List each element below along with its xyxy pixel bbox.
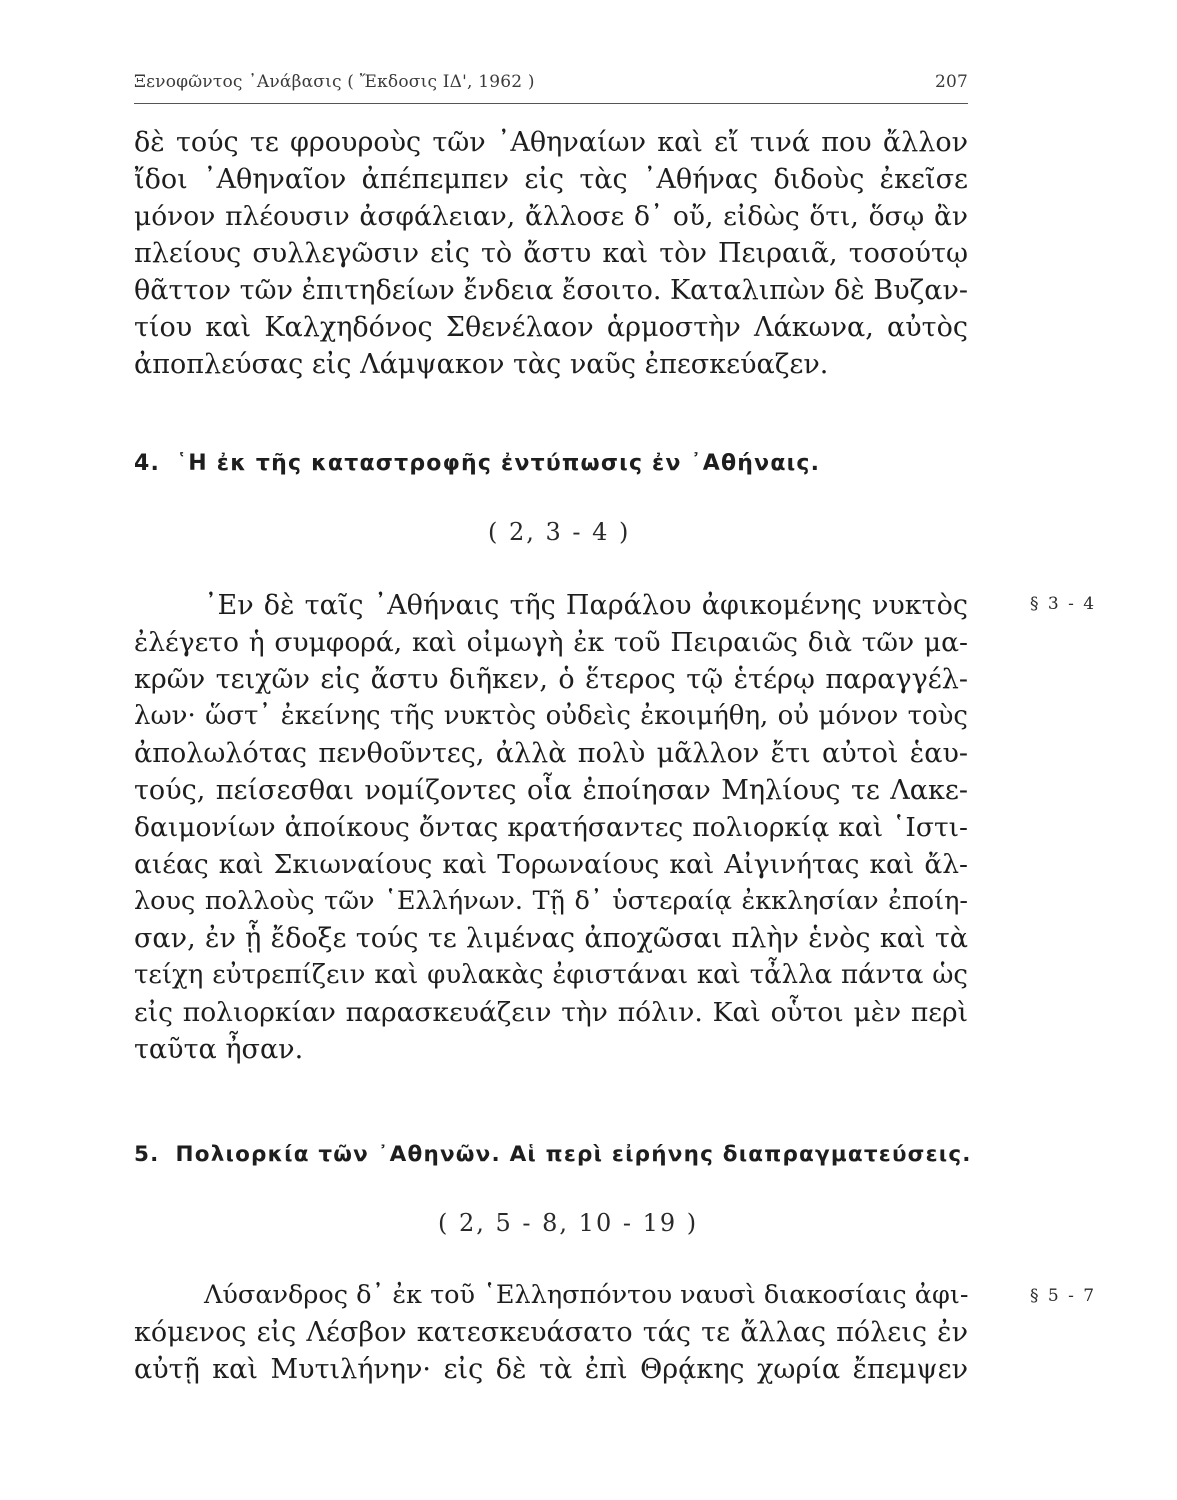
section-4-heading [134,451,974,476]
section-5-margin-note: § 5 - 7 [1030,1286,1097,1306]
page-number: 207 [934,72,968,92]
text-line: δὲ τούς τε φρουροὺς τῶν ᾽Αθηναίων καὶ εἴ τινά που ἄλλον [134,127,968,158]
paragraph-1 [134,124,968,383]
text-line: Λύσανδρος δ᾽ ἐκ τοῦ ῾Ελλησπόντου ναυσὶ διακοσίαις ἀφι- [204,1280,969,1310]
text-line: ἐλέγετο ἡ συμφορά, καὶ οἰμωγὴ ἐκ τοῦ Πειραιῶς διὰ τῶν μα- [134,627,968,658]
section-4-reference: ( 2, 3 - 4 ) [488,518,631,546]
text-line: μόνον πλέουσιν ἀσφάλειαν, ἄλλοσε δ᾽ οὔ, εἰδὼς ὅτι, ὅσῳ ἂν [134,201,968,232]
section-4-paragraph [134,587,968,1068]
section-5-reference: ( 2, 5 - 8, 10 - 19 ) [438,1209,699,1237]
section-5-number: 5. [134,1142,160,1167]
section-4-number: 4. [134,451,161,476]
text-line: τίου καὶ Καλχηδόνος Σθενέλαον ἁρμοστὴν Λάκωνα, αὐτὸς [134,312,968,343]
section-5-heading [134,1142,974,1167]
text-line: αὐτῇ καὶ Μυτιλήνην· εἰς δὲ τὰ ἐπὶ Θρᾴκης χωρία ἔπεμψεν [134,1354,968,1385]
text-line: θᾶττον τῶν ἐπιτηδείων ἔνδεια ἔσοιτο. Καταλιπὼν δὲ Βυζαν- [134,275,969,306]
text-line: λους πολλοὺς τῶν ῾Ελλήνων. Τῇ δ᾽ ὑστεραίᾳ ἐκκλησίαν ἐποίη- [134,886,968,916]
text-line: τείχη εὐτρεπίζειν καὶ φυλακὰς ἐφιστάναι καὶ τἆλλα πάντα ὡς [134,960,968,990]
section-5-title: Πολιορκία τῶν ᾽Αθηνῶν. Αἱ περὶ εἰρήνης διαπραγματεύσεις. [175,1142,972,1167]
text-line: ἴδοι ᾽Αθηναῖον ἀπέπεμπεν εἰς τὰς ᾽Αθήνας διδοὺς ἐκεῖσε [134,164,968,195]
text-line: δαιμονίων ἀποίκους ὄντας κρατήσαντες πολιορκίᾳ καὶ ῾Ιστι- [134,812,968,843]
text-line: κρῶν τειχῶν εἰς ἄστυ διῆκεν, ὁ ἕτερος τῷ ἑτέρῳ παραγγέλ- [134,664,968,695]
section-4-margin-note: § 3 - 4 [1030,594,1097,614]
text-line: τούς, πείσεσθαι νομίζοντες οἷα ἐποίησαν Μηλίους τε Λακε- [134,775,968,806]
text-line: σαν, ἐν ᾗ ἔδοξε τούς τε λιμένας ἀποχῶσαι πλὴν ἑνὸς καὶ τὰ [134,923,968,954]
running-head [134,72,968,100]
section-4-title: ῾Η ἐκ τῆς καταστροφῆς ἐντύπωσις ἐν ᾽Αθήναις. [176,451,821,476]
text-line: ἀποπλεύσας εἰς Λάμψακον τὰς ναῦς ἐπεσκεύαζεν. [134,349,829,380]
text-line: πλείους συλλεγῶσιν εἰς τὸ ἄστυ καὶ τὸν Πειραιᾶ, τοσούτῳ [134,238,968,269]
text-line: αιέας καὶ Σκιωναίους καὶ Τορωναίους καὶ Αἰγινήτας καὶ ἄλ- [134,849,968,880]
text-line: ταῦτα ἦσαν. [134,1034,304,1065]
header-rule [134,103,968,104]
running-title: Ξενοφῶντος ᾽Ανάβασις ( Ἔκδοσις ΙΔ', 1962 ) [134,72,535,92]
text-line: εἰς πολιορκίαν παρασκευάζειν τὴν πόλιν. Καὶ οὗτοι μὲν περὶ [134,997,968,1028]
text-line: λων· ὥστ᾽ ἐκείνης τῆς νυκτὸς οὐδεὶς ἐκοιμήθη, οὐ μόνον τοὺς [134,701,968,731]
text-line: ἀπολωλότας πενθοῦντες, ἀλλὰ πολὺ μᾶλλον ἔτι αὐτοὶ ἑαυ- [134,738,968,769]
text-line: κόμενος εἰς Λέσβον κατεσκευάσατο τάς τε ἄλλας πόλεις ἐν [134,1317,968,1348]
text-line: ᾽Εν δὲ ταῖς ᾽Αθήναις τῆς Παράλου ἀφικομένης νυκτὸς [204,590,968,621]
section-5-paragraph [134,1277,968,1388]
